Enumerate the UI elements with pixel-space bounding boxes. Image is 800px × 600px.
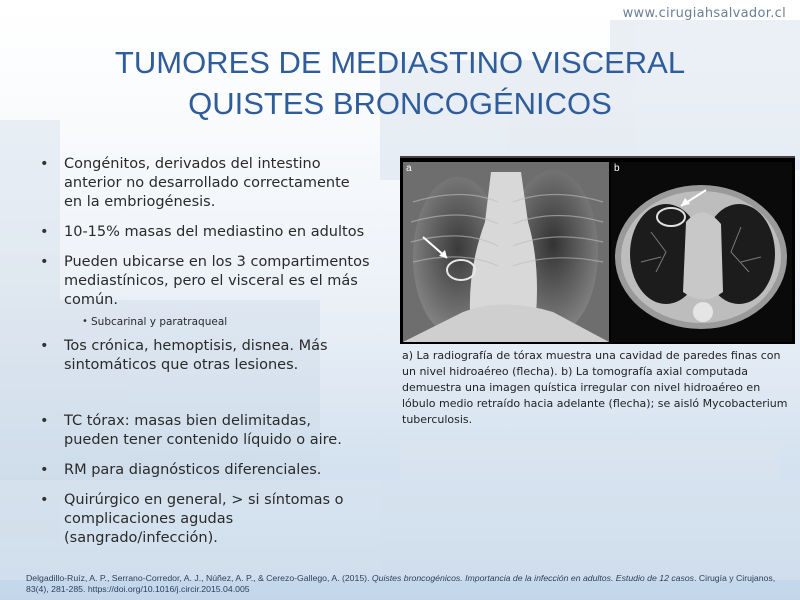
bullet-item [35, 155, 370, 212]
bullet-text: 10-15% masas del mediastino en adultos [64, 224, 365, 240]
bullet-item [35, 461, 370, 480]
slide-title [0, 42, 800, 124]
bullet-item [35, 337, 370, 375]
bullet-dot-icon: • [40, 338, 49, 354]
bullet-item [35, 491, 370, 548]
panel-b-label: b [614, 163, 620, 174]
chest-xray-drawing [403, 162, 609, 342]
bullet-text: Pueden ubicarse en los 3 compartimentos mediastínicos, pero el visceral es el más común. [64, 254, 370, 308]
bullet-text: Tos crónica, hemoptisis, disnea. Más sintomáticos que otras lesiones. [64, 338, 328, 373]
slide-title-line-1: TUMORES DE MEDIASTINO VISCERAL [114, 45, 686, 80]
bullet-dot-icon: • [40, 254, 49, 270]
bullet-text: RM para diagnósticos diferenciales. [64, 462, 322, 478]
bullet-dot-icon: • [40, 156, 49, 172]
bullet-dot-icon: • [40, 462, 49, 478]
bullet-text: Quirúrgico en general, > si síntomas o complicaciones agudas (sangrado/infección). [64, 492, 344, 546]
website-url: www.cirugiahsalvador.cl [622, 6, 786, 21]
bullet-item [35, 412, 370, 450]
bullet-dot-icon: • [82, 316, 88, 327]
bullet-dot-icon: • [40, 492, 49, 508]
bullet-dot-icon: • [40, 224, 49, 240]
figure-caption: a) La radiografía de tórax muestra una cavidad de paredes finas con un nivel hidroaéreo (flecha). b) La tomografía axial computada demuestra una imagen quística irregular con nivel hidroaéreo en lóbulo medio retraído hacia adelante (flecha); se aisló Mycobacterium tuberculosis. [402, 349, 788, 426]
radiology-figure [400, 156, 795, 344]
bullet-list [35, 155, 370, 548]
bullet-text: Congénitos, derivados del intestino anterior no desarrollado correctamente en la embriogénesis. [64, 156, 350, 210]
bullet-text: Subcarinal y paratraqueal [91, 316, 228, 328]
bullet-text: TC tórax: masas bien delimitadas, pueden tener contenido líquido o aire. [64, 413, 342, 448]
ct-scan-image [611, 162, 792, 342]
sub-bullet-item [35, 315, 370, 329]
chest-xray-image [403, 162, 609, 342]
bullet-item [35, 223, 370, 242]
slide-title-line-2: QUISTES BRONCOGÉNICOS [188, 86, 612, 121]
citation-authors: Delgadillo-Ruíz, A. P., Serrano-Corredor, A. J., Núñez, A. P., & Cerezo-Gallego, A. (2015). [26, 573, 372, 583]
citation [26, 573, 786, 595]
ct-scan-drawing [611, 162, 792, 342]
bullet-item [35, 253, 370, 310]
panel-a-label: a [406, 163, 412, 174]
citation-title: Quistes broncogénicos. Importancia de la infección en adultos. Estudio de 12 casos [371, 573, 695, 583]
citation-rest: . Cirugía y Cirujanos, 83(4), 281-285. https://doi.org/10.1016/j.circir.2015.04.005 [26, 573, 776, 594]
bullet-dot-icon: • [40, 413, 49, 429]
